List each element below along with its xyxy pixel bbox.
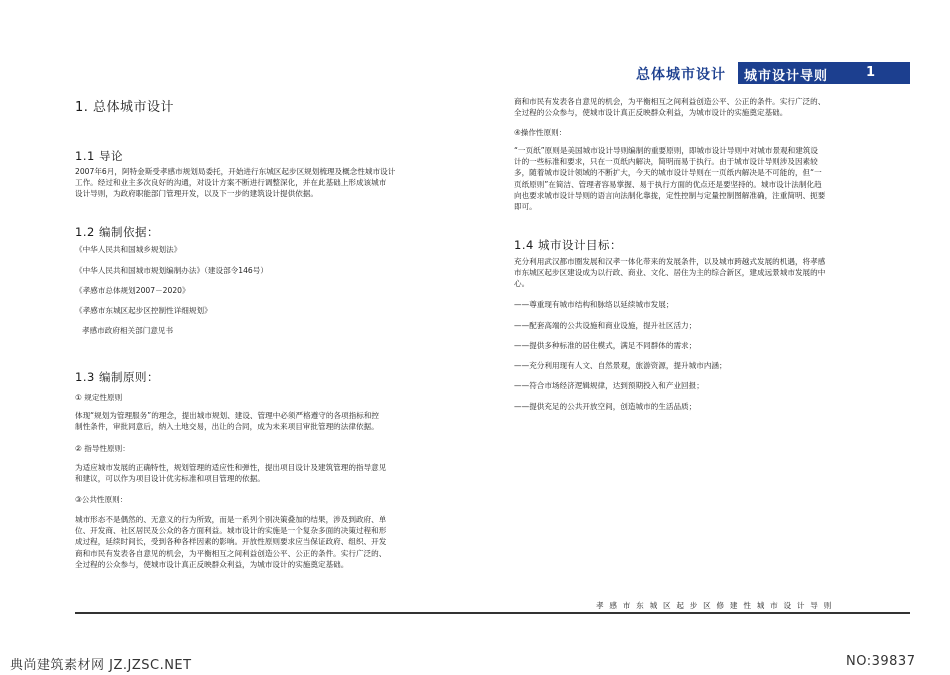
goal-item: ——符合市场经济逻辑规律，达到预期投入和产业回报； [514, 381, 704, 390]
footer-divider [75, 612, 910, 614]
header-box-label: 城市设计导则 [744, 69, 829, 84]
principle-text: 体现“规划为管理服务”的理念，提出城市规划、建设、管理中必须严格遵守的各项指标和控 制性条件，审批同意后，纳入土地交易，出让的合同，成为未来项目审批管理的法律依据。 [75, 411, 380, 432]
goals-heading: 1.4 城市设计目标： [514, 238, 622, 252]
goals-text: 充分利用武汉都市圈发展和汉孝一体化带来的发展条件，以及城市跨越式发展的机遇，将孝感 市东城区起步区建设成为以行政、商业、文化、居住为主的综合新区，建成远景城市发展的中 心。 [514, 257, 826, 289]
principle-title: ③公共性原则： [75, 495, 128, 504]
principle-title: ② 指导性原则： [75, 444, 130, 453]
principle-title: ① 规定性原则 [75, 393, 123, 402]
basis-item: 孝感市政府相关部门意见书 [82, 326, 174, 335]
basis-heading: 1.2 编制依据： [75, 225, 159, 239]
basis-item: 《中华人民共和国城乡规划法》 [75, 245, 182, 254]
header-title: 总体城市设计 [636, 67, 726, 83]
basis-item: 《中华人民共和国城市规划编制办法》（建设部令146号） [75, 266, 268, 275]
goal-item: ——尊重现有城市结构和脉络以延续城市发展； [514, 300, 674, 309]
basis-item: 《孝感市总体规划2007－2020》 [75, 286, 190, 295]
watermark-right: NO:39837 [846, 654, 916, 669]
goal-item: ——提供多种标准的居住模式，满足不同群体的需求； [514, 341, 697, 350]
goal-item: ——配套高端的公共设施和商业设施，提升社区活力； [514, 321, 697, 330]
principles-heading: 1.3 编制原则： [75, 370, 159, 384]
intro-heading: 1.1 导论 [75, 149, 123, 163]
watermark-left: 典尚建筑素材网 JZ.JZSC.NET [10, 658, 192, 673]
basis-item: 《孝感市东城区起步区控制性详细规划》 [75, 306, 212, 315]
goal-item: ——提供充足的公共开放空间，创造城市的生活品质； [514, 402, 697, 411]
principle-text: “一页纸”原则是美国城市设计导则编制的重要原则，即城市设计导则中对城市景观和建筑设 计的一些标准和要求，只在一页纸内解决，简明而易于执行。由于城市设计导则涉及因素较 多，随着城市设计领域的不断扩大，今天的城市设计导则在一页纸内解决是不可能的，但“一 页纸原则”在简洁、管理者容易掌握、易于执行方面的优点还是要坚持的。城市设计法制化趋 向也要求城市设计导则的语言向法制化靠拢，定性控制与定量控制图解准确，注重简明、扼要 即可。 [514, 146, 826, 212]
continued-text: 商和市民有发表各自意见的机会，为平衡相互之间利益创造公平、公正的条件。实行广泛的、 全过程的公众参与，使城市设计真正反映群众利益，为城市设计的实施奠定基础。 [514, 97, 826, 118]
principle-text: 为适应城市发展的正确特性，规划管理的适应性和弹性，提出项目设计及建筑管理的指导意见 和建议，可以作为项目设计优劣标准和项目管理的依据。 [75, 463, 387, 484]
principle-text: 城市形态不是偶然的、无意义的行为所致，而是一系列个别决策叠加的结果，涉及到政府、单 位、开发商、社区居民及公众的各方面利益。城市设计的实施是一个复杂多面的决策过程和形 成过程，延续时间长，受到各种各样因素的影响。开放性原则要求应当保证政府、组织、开发 商和市民有发表各自意见的机会，为平衡相互之间利益创造公平、公正的条件。实行广泛的、 全过程的公众参与，使城市设计真正反映群众利益，为城市设计的实施奠定基础。 [75, 515, 387, 569]
principle-title: ④操作性原则： [514, 128, 567, 137]
page-number: 1 [866, 65, 876, 80]
section-title: 1. 总体城市设计 [75, 100, 175, 115]
goal-item: ——充分利用现有人文、自然景观，旅游资源，提升城市内涵； [514, 361, 727, 370]
footer-text: 孝感市东城区起步区修建性城市设计导则 [596, 601, 838, 610]
intro-text: 2007年6月，阿特金斯受孝感市规划局委托，开始进行东城区起步区规划梳理及概念性城市设计 工作。经过和业主多次良好的沟通，对设计方案不断进行调整深化，并在此基础上形成该城市 设计导则，为政府职能部门管理开发，以及下一步的建筑设计提供依据。 [75, 167, 396, 199]
